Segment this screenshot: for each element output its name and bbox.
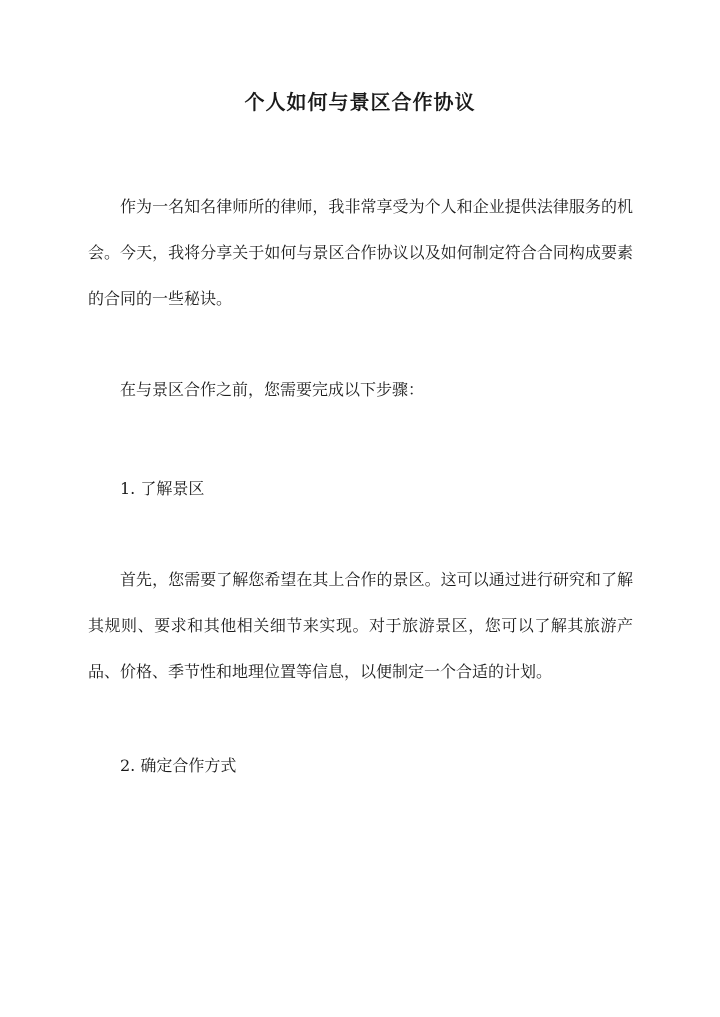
step-1-paragraph: 首先，您需要了解您希望在其上合作的景区。这可以通过进行研究和了解其规则、要求和其他相关细节来实现。对于旅游景区，您可以了解其旅游产品、价格、季节性和地理位置等信息，以便制定一个合适的计划。 — [88, 570, 633, 681]
steps-intro-paragraph: 在与景区合作之前，您需要完成以下步骤： — [120, 380, 425, 399]
document-title: 个人如何与景区合作协议 — [244, 90, 476, 114]
step-1-heading: 1. 了解景区 — [120, 479, 205, 498]
intro-paragraph: 作为一名知名律师所的律师，我非常享受为个人和企业提供法律服务的机会。今天，我将分享关于如何与景区合作协议以及如何制定符合合同构成要素的合同的一些秘诀。 — [88, 197, 633, 308]
step-2-heading: 2. 确定合作方式 — [120, 756, 237, 775]
